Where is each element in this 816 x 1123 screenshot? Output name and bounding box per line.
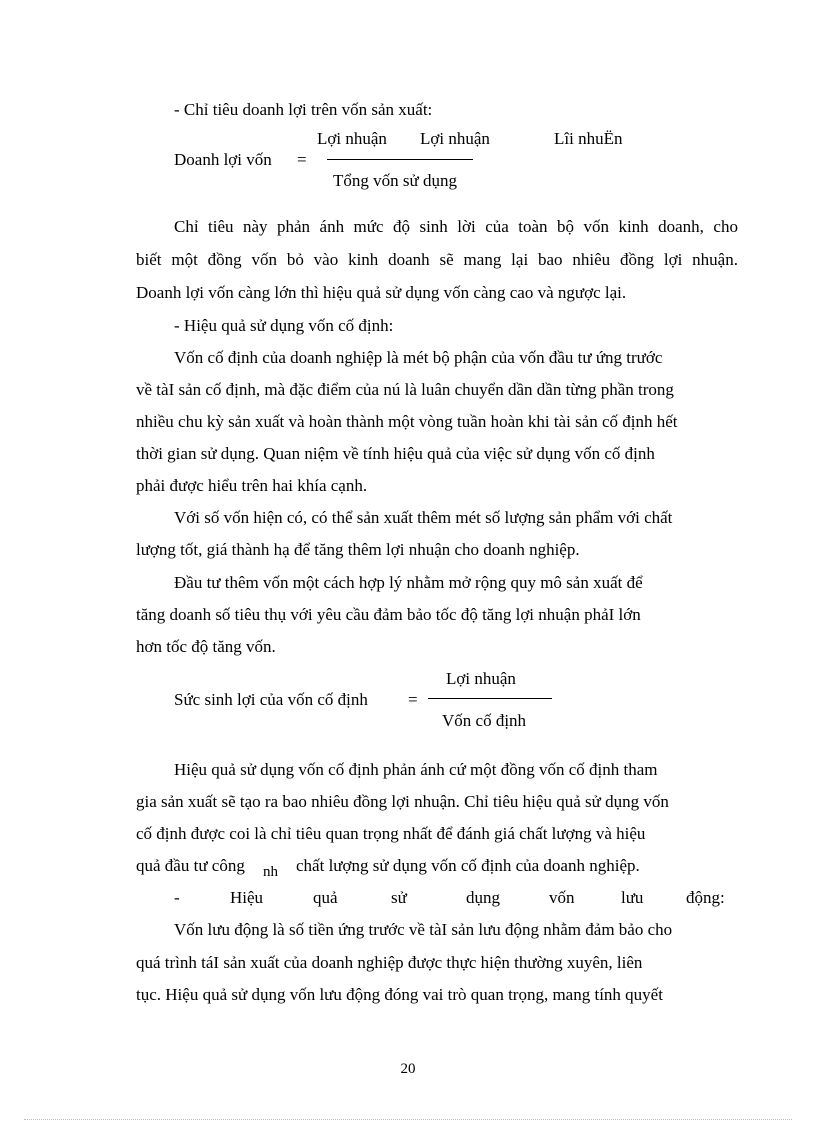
- text-line: tăng doanh số tiêu thụ với yêu cầu đảm bảo tốc độ tăng lợi nhuận phảI lớn: [136, 605, 641, 624]
- text-line: Doanh lợi vốn càng lớn thì hiệu quả sử dụng vốn càng cao và ngược lại.: [136, 283, 627, 302]
- heading-word: quả: [313, 888, 338, 907]
- fraction-bar: [428, 698, 552, 699]
- text-line: cố định được coi là chỉ tiêu quan trọng nhất để đánh giá chất lượng và hiệu: [136, 824, 646, 843]
- text-line: Vốn cố định của doanh nghiệp là mét bộ phận của vốn đầu tư ứng trước: [174, 348, 663, 367]
- subscript-fragment: nh: [263, 864, 278, 880]
- text-line: quá trình táI sản xuất của doanh nghiệp được thực hiện thường xuyên, liên: [136, 953, 643, 972]
- heading-profit-on-capital: - Chỉ tiêu doanh lợi trên vốn sản xuất:: [174, 100, 433, 119]
- formula-garbled-text: Lîi nhuËn: [554, 129, 623, 148]
- heading-word: lưu: [621, 888, 644, 907]
- heading-word: -: [174, 888, 180, 907]
- text-line: về tàI sản cố định, mà đặc điểm của nú là luân chuyển dần dần từng phần trong: [136, 380, 674, 399]
- formula-label: Doanh lợi vốn: [174, 150, 272, 169]
- text-line: hơn tốc độ tăng vốn.: [136, 637, 276, 656]
- text-line: Vốn lưu động là số tiền ứng trước về tàI sản lưu động nhằm đảm bảo cho: [174, 920, 673, 939]
- text-line-before-subscript: quả đầu tư công: [136, 856, 245, 875]
- text-line: Hiệu quả sử dụng vốn cố định phản ánh cứ một đồng vốn cố định tham: [174, 760, 658, 779]
- heading-fixed-capital-efficiency: - Hiệu quả sử dụng vốn cố định:: [174, 316, 394, 335]
- page-bottom-border: [24, 1119, 792, 1120]
- fraction-bar: [327, 159, 473, 160]
- formula-equals: =: [297, 150, 307, 169]
- heading-word: dụng: [466, 888, 500, 907]
- formula-denominator: Vốn cố định: [442, 711, 527, 730]
- heading-word: động:: [686, 888, 725, 907]
- text-line: tục. Hiệu quả sử dụng vốn lưu động đóng vai trò quan trọng, mang tính quyết: [136, 985, 663, 1004]
- text-line: Chỉ tiêu này phản ánh mức độ sinh lời của toàn bộ vốn kinh doanh, cho: [174, 217, 738, 236]
- text-line: nhiều chu kỳ sản xuất và hoàn thành một vòng tuần hoàn khi tài sản cố định hết: [136, 412, 678, 431]
- text-line: lượng tốt, giá thành hạ để tăng thêm lợi nhuận cho doanh nghiệp.: [136, 540, 580, 559]
- formula-label: Sức sinh lợi của vốn cố định: [174, 690, 368, 709]
- formula-numerator: Lợi nhuận: [446, 669, 516, 688]
- formula-equals: =: [408, 690, 418, 709]
- text-line-after-subscript: chất lượng sử dụng vốn cố định của doanh nghiệp.: [296, 856, 640, 875]
- text-line: thời gian sử dụng. Quan niệm về tính hiệu quả của việc sử dụng vốn cố định: [136, 444, 655, 463]
- formula-numerator-duplicate: Lợi nhuận: [420, 129, 490, 148]
- text-line: Với số vốn hiện có, có thể sản xuất thêm mét số lượng sản phẩm với chất: [174, 508, 673, 527]
- heading-word: sử: [391, 888, 407, 907]
- page-number: 20: [400, 1061, 416, 1077]
- formula-denominator: Tổng vốn sử dụng: [333, 171, 457, 190]
- text-line: biết một đồng vốn bỏ vào kinh doanh sẽ mang lại bao nhiêu đồng lợi nhuận.: [136, 250, 738, 269]
- heading-word: Hiệu: [230, 888, 264, 907]
- text-line: gia sản xuất sẽ tạo ra bao nhiêu đồng lợi nhuận. Chỉ tiêu hiệu quả sử dụng vốn: [136, 792, 669, 811]
- text-line: phải được hiểu trên hai khía cạnh.: [136, 476, 368, 495]
- text-line: Đầu tư thêm vốn một cách hợp lý nhằm mở rộng quy mô sản xuất để: [174, 573, 643, 592]
- heading-word: vốn: [549, 888, 575, 907]
- formula-numerator: Lợi nhuận: [317, 129, 387, 148]
